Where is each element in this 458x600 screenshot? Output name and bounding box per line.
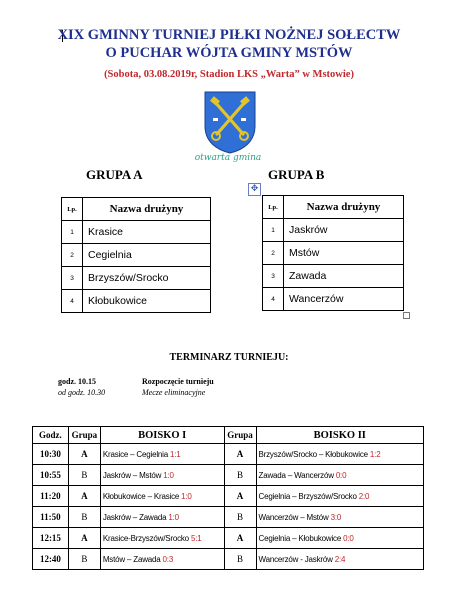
match-teams: Wancerzów - Jaskrów bbox=[258, 554, 335, 564]
team-name: Brzyszów/Srocko bbox=[83, 267, 211, 290]
match-teams: Cegielnia – Brzyszów/Srocko bbox=[258, 491, 359, 501]
table-move-handle-icon[interactable]: ✥ bbox=[248, 183, 261, 196]
table-row: 10:55 B Jaskrów – Mstów 1:0 B Zawada – Wancerzów 0:0 bbox=[33, 465, 424, 486]
team-name: Krasice bbox=[83, 221, 211, 244]
group-b-col-name: Nazwa drużyny bbox=[284, 196, 404, 219]
match-score: 5:1 bbox=[190, 533, 202, 543]
table-row: 11:50 B Jaskrów – Zawada 1:0 B Wancerzów – Mstów 3:0 bbox=[33, 507, 424, 528]
subtitle: (Sobota, 03.08.2019r, Stadion LKS „Warta” w Mstowie) bbox=[104, 69, 354, 80]
table-resize-handle[interactable] bbox=[403, 312, 410, 319]
match-score: 1:0 bbox=[168, 512, 179, 522]
match-score: 0:3 bbox=[162, 554, 174, 564]
matches-table bbox=[32, 426, 424, 570]
col-time: Godz. bbox=[33, 427, 69, 444]
group-a-col-lp: Lp. bbox=[62, 198, 83, 221]
group-b-table bbox=[262, 195, 404, 311]
table-row: 3 Brzyszów/Srocko bbox=[62, 267, 211, 290]
match-teams: Kłobukowice – Krasice bbox=[102, 491, 182, 501]
group-b-col-lp: Lp. bbox=[263, 196, 284, 219]
logo-caption: otwarta gmina bbox=[194, 153, 262, 163]
title-line-2: O PUCHAR WÓJTA GMINY MSTÓW bbox=[105, 45, 353, 61]
group-b-title: GRUPA B bbox=[268, 167, 325, 182]
match-score: 0:0 bbox=[343, 533, 354, 543]
team-name: Cegielnia bbox=[83, 244, 211, 267]
match-teams: Brzyszów/Srocko – Kłobukowice bbox=[258, 449, 370, 459]
table-row: 11:20 A Kłobukowice – Krasice 1:0 A Cegielnia – Brzyszów/Srocko 2:0 bbox=[33, 486, 424, 507]
match-teams: Jaskrów – Mstów bbox=[102, 470, 164, 480]
team-name: Zawada bbox=[284, 265, 404, 288]
table-row: 1 Jaskrów bbox=[263, 219, 404, 242]
col-group-2: Grupa bbox=[224, 427, 256, 444]
match-score: 3:0 bbox=[330, 512, 342, 522]
team-name: Wancerzów bbox=[284, 288, 404, 311]
table-row: 12:15 A Krasice-Brzyszów/Srocko 5:1 A Cegielnia – Kłobukowice 0:0 bbox=[33, 528, 424, 549]
title-line-1: XIX GMINNY TURNIEJ PIŁKI NOŻNEJ SOŁECTW bbox=[57, 27, 401, 43]
table-row: 4 Kłobukowice bbox=[62, 290, 211, 313]
match-teams: Krasice – Cegielnia bbox=[102, 449, 170, 459]
coat-of-arms-logo bbox=[203, 90, 257, 160]
match-score: 1:2 bbox=[369, 449, 381, 459]
group-a-table bbox=[61, 197, 211, 313]
match-teams: Krasice-Brzyszów/Srocko bbox=[102, 533, 191, 543]
schedule-title: TERMINARZ TURNIEJU: bbox=[169, 352, 289, 363]
table-row: 1 Krasice bbox=[62, 221, 211, 244]
col-field-2: BOISKO II bbox=[256, 427, 423, 444]
match-score: 2:0 bbox=[358, 491, 370, 501]
table-row: 12:40 B Mstów – Zawada 0:3 B Wancerzów - Jaskrów 2:4 bbox=[33, 549, 424, 570]
match-teams: Cegielnia – Kłobukowice bbox=[258, 533, 344, 543]
schedule-matches-time: od godz. 10.30 bbox=[58, 388, 106, 397]
match-teams: Wancerzów – Mstów bbox=[258, 512, 331, 522]
group-a-title: GRUPA A bbox=[86, 167, 143, 182]
schedule-start-desc: Rozpoczęcie turnieju bbox=[142, 377, 214, 386]
team-name: Kłobukowice bbox=[83, 290, 211, 313]
match-teams: Zawada – Wancerzów bbox=[258, 470, 336, 480]
match-score: 0:0 bbox=[335, 470, 347, 480]
table-row: 2 Mstów bbox=[263, 242, 404, 265]
col-field-1: BOISKO I bbox=[100, 427, 224, 444]
match-score: 2:4 bbox=[334, 554, 346, 564]
table-row: 10:30 A Krasice – Cegielnia 1:1 A Brzyszów/Srocko – Kłobukowice 1:2 bbox=[33, 444, 424, 465]
match-score: 1:0 bbox=[181, 491, 192, 501]
group-a-col-name: Nazwa drużyny bbox=[83, 198, 211, 221]
table-row: 3 Zawada bbox=[263, 265, 404, 288]
team-name: Jaskrów bbox=[284, 219, 404, 242]
col-group-1: Grupa bbox=[68, 427, 100, 444]
match-score: 1:0 bbox=[163, 470, 174, 480]
table-row: 2 Cegielnia bbox=[62, 244, 211, 267]
table-row: 4 Wancerzów bbox=[263, 288, 404, 311]
schedule-start-time: godz. 10.15 bbox=[58, 377, 96, 386]
schedule-matches-desc: Mecze eliminacyjne bbox=[142, 388, 206, 397]
match-teams: Mstów – Zawada bbox=[102, 554, 163, 564]
match-score: 1:1 bbox=[170, 449, 181, 459]
team-name: Mstów bbox=[284, 242, 404, 265]
match-teams: Jaskrów – Zawada bbox=[102, 512, 169, 522]
